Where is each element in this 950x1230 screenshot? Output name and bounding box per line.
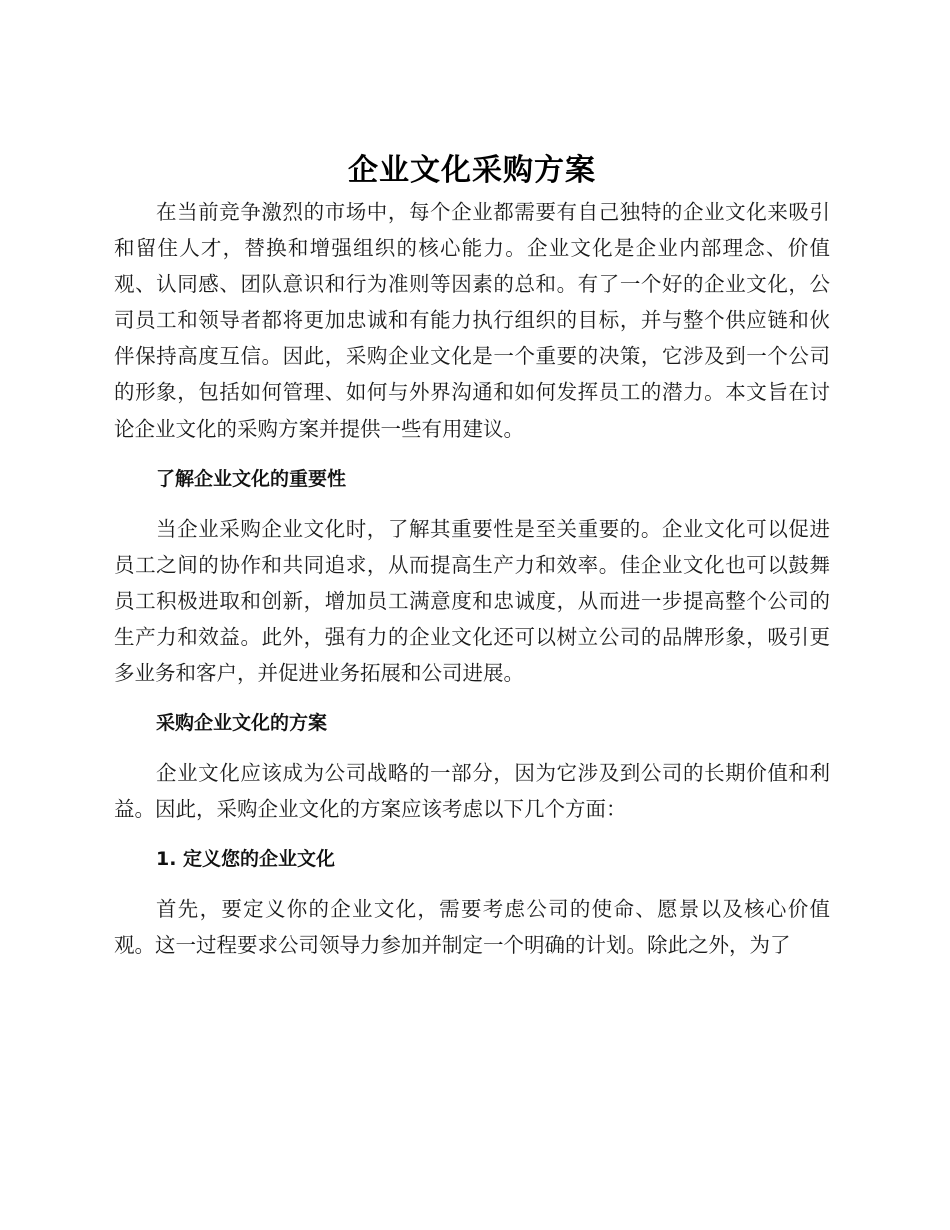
- section-heading-importance: 了解企业文化的重要性: [156, 467, 347, 490]
- section-paragraph-importance: 当企业采购企业文化时，了解其重要性是至关重要的。企业文化可以促进员工之间的协作和共同追求，从而提高生产力和效率。佳企业文化也可以鼓舞员工积极进取和创新，增加员工满意度和忠诚度，从而进一步提高整个公司的生产力和效益。此外，强有力的企业文化还可以树立公司的品牌形象，吸引更多业务和客户，并促进业务拓展和公司进展。: [114, 516, 830, 686]
- spacer: [114, 827, 830, 841]
- document-title: 企业文化采购方案: [348, 153, 596, 188]
- intro-paragraph: 在当前竞争激烈的市场中，每个企业都需要有自己独特的企业文化来吸引和留住人才，替换和增强组织的核心能力。企业文化是企业内部理念、价值观、认同感、团队意识和行为准则等因素的总和。有了一个好的企业文化，公司员工和领导者都将更加忠诚和有能力执行组织的目标，并与整个供应链和伙伴保持高度互信。因此，采购企业文化是一个重要的决策，它涉及到一个公司的形象，包括如何管理、如何与外界沟通和如何发挥员工的潜力。本文旨在讨论企业文化的采购方案并提供一些有用建议。: [114, 200, 830, 441]
- section-heading-plan: 采购企业文化的方案: [156, 712, 328, 735]
- section-paragraph-define-culture: 首先，要定义你的企业文化，需要考虑公司的使命、愿景以及核心价值观。这一过程要求公司领导力参加并制定一个明确的计划。除此之外，为了: [114, 897, 830, 958]
- section-heading-define-culture: 1. 定义您的企业文化: [156, 848, 336, 871]
- spacer: [114, 497, 830, 511]
- spacer: [114, 447, 830, 461]
- spacer: [114, 877, 830, 891]
- section-paragraph-plan: 企业文化应该成为公司战略的一部分，因为它涉及到公司的长期价值和利益。因此，采购企业文化的方案应该考虑以下几个方面：: [114, 761, 830, 822]
- spacer: [114, 741, 830, 755]
- spacer: [114, 691, 830, 705]
- document-body: [114, 148, 830, 964]
